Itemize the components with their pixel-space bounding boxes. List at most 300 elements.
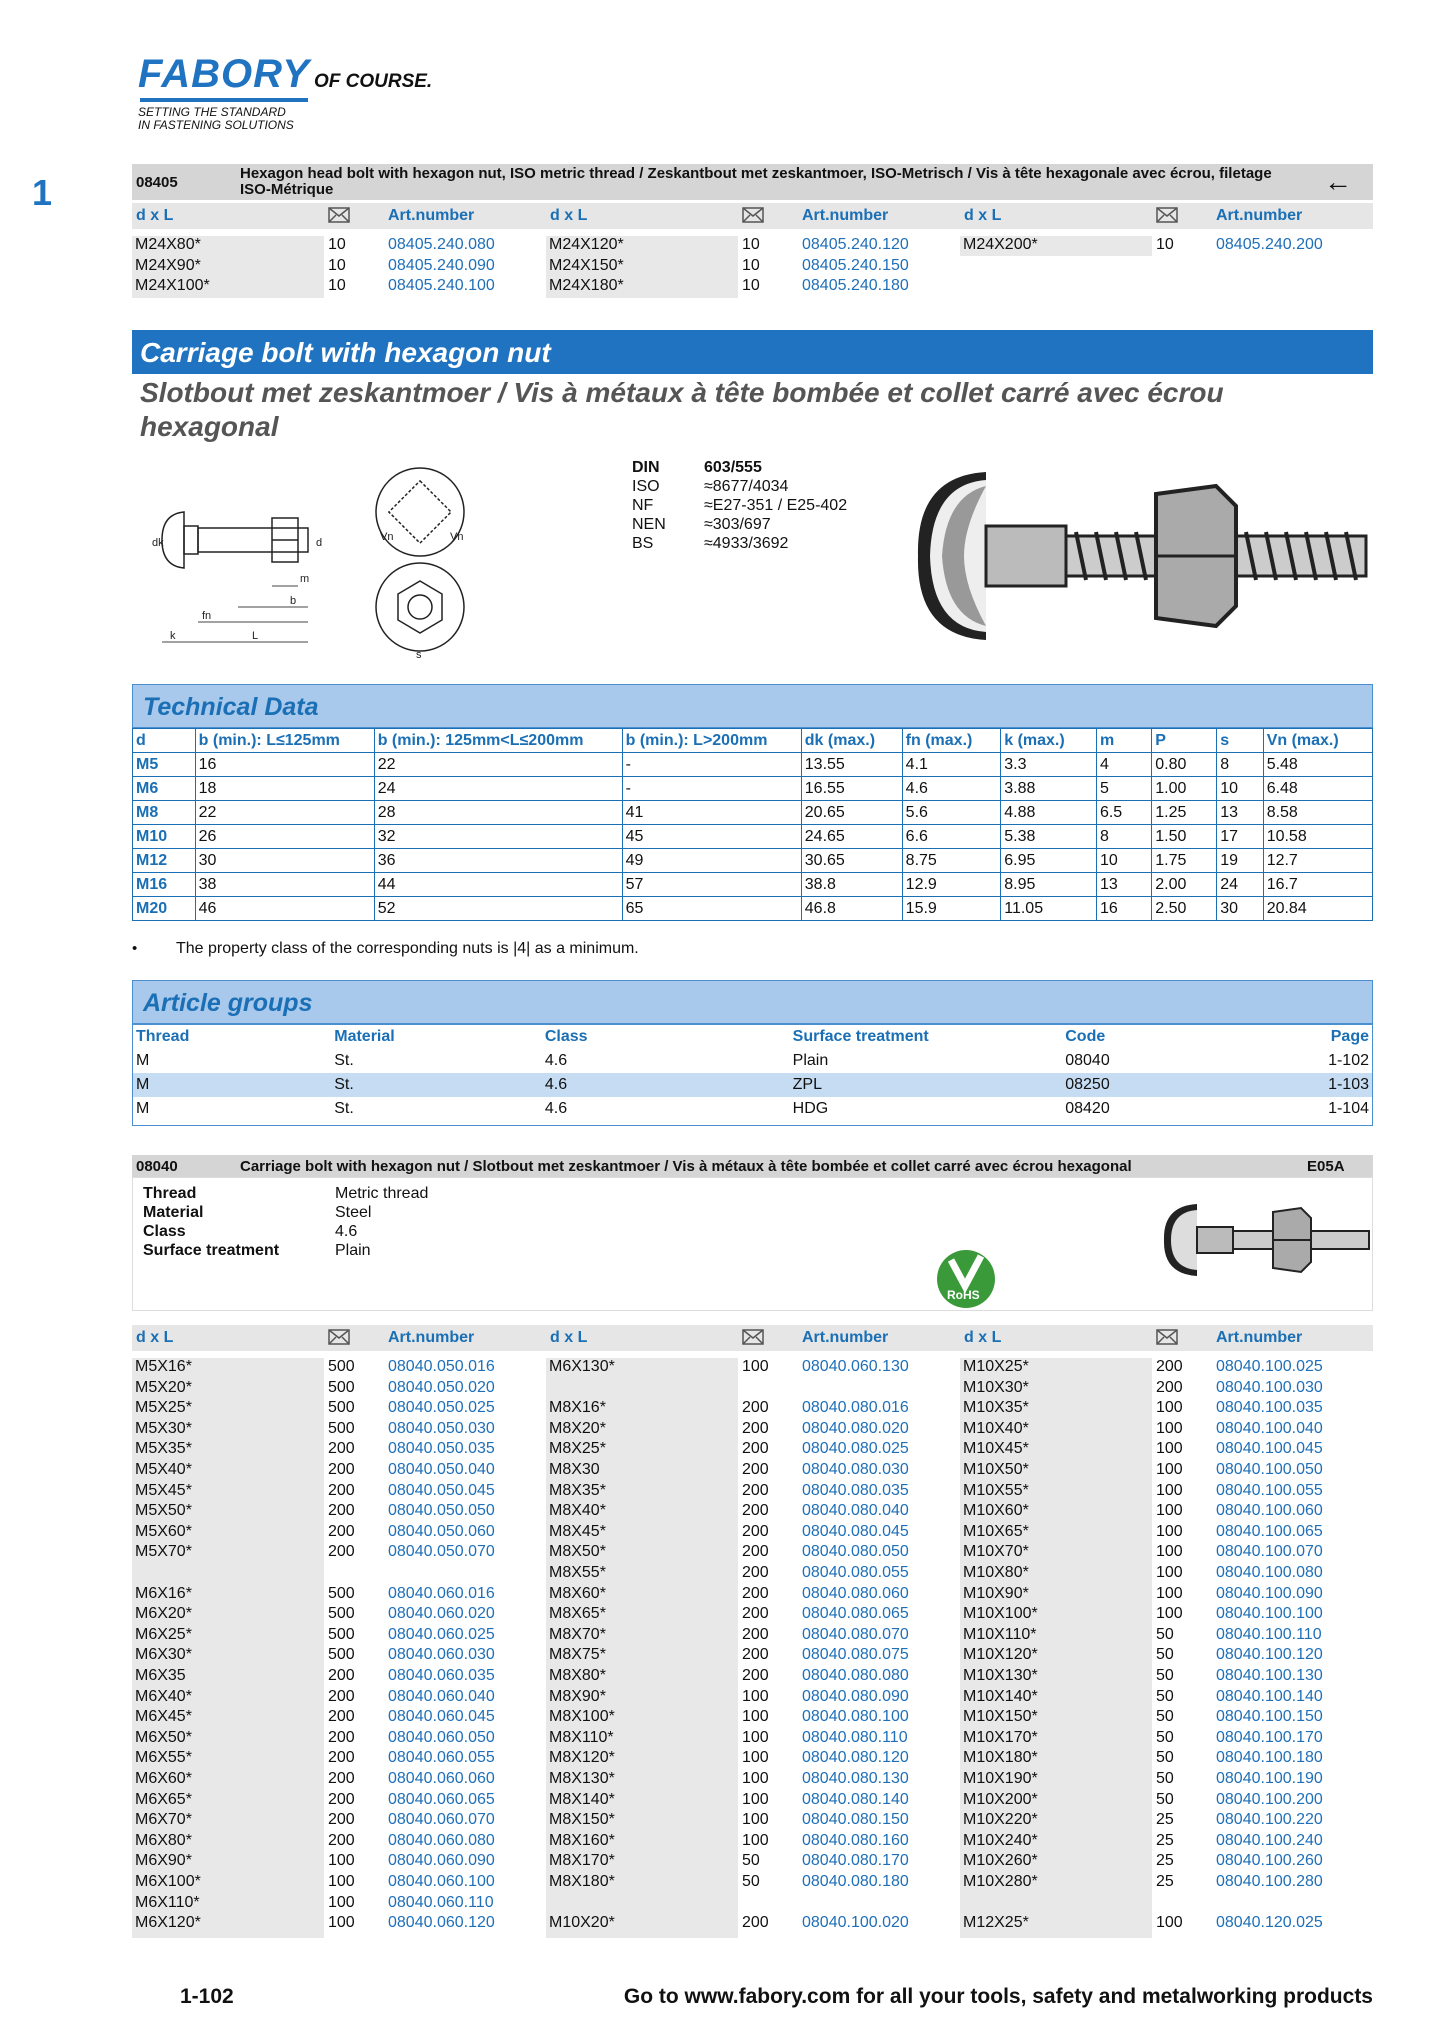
article-qty: 25 [1156, 1852, 1174, 1870]
tdata-cell: 1.75 [1152, 849, 1217, 873]
article-number-link[interactable]: 08040.100.090 [1216, 1584, 1323, 1602]
section-code: 08405 [136, 174, 178, 191]
product-title-bar [132, 330, 1373, 374]
article-dl: M8X170* [549, 1852, 615, 1870]
article-qty: 100 [742, 1749, 769, 1767]
article-number-link[interactable]: 08040.060.040 [388, 1687, 495, 1705]
label-s: s [416, 649, 422, 661]
col-label-dxl: d x L [964, 1329, 1002, 1346]
article-number-link[interactable]: 08040.080.140 [802, 1790, 909, 1808]
article-number-link[interactable]: 08040.080.035 [802, 1481, 909, 1499]
article-qty: 500 [328, 1378, 355, 1396]
article-dl: M6X90* [135, 1852, 192, 1870]
tdata-cell: 13.55 [801, 753, 902, 777]
article-qty: 200 [742, 1522, 769, 1540]
article-number-link[interactable]: 08040.060.110 [388, 1893, 494, 1911]
article-qty: 50 [1156, 1625, 1174, 1643]
ag-cell: 4.6 [544, 1100, 568, 1117]
tdata-row [133, 873, 1373, 897]
article-qty: 200 [742, 1399, 769, 1417]
property-value: Metric thread [335, 1185, 429, 1202]
col-label-art: Art.number [802, 1329, 889, 1346]
article-dl: M10X20* [549, 1914, 615, 1932]
article-number-link[interactable]: 08040.080.020 [802, 1419, 909, 1437]
article-number-link[interactable]: 08040.060.050 [388, 1728, 495, 1746]
article-qty: 100 [1156, 1564, 1183, 1581]
article-number-link[interactable]: 08040.100.045 [1216, 1440, 1323, 1458]
article-number-link[interactable]: 08040.060.045 [388, 1708, 495, 1726]
article-qty: 200 [742, 1625, 769, 1643]
article-number-link[interactable]: 08040.100.100 [1216, 1605, 1323, 1623]
article-dl: M8X150* [549, 1811, 615, 1829]
tdata-header-cell: k (max.) [1001, 729, 1097, 753]
tdata-cell: 46.8 [801, 897, 902, 921]
article-qty: 100 [742, 1790, 769, 1808]
article-qty: 50 [1156, 1728, 1174, 1746]
article-number-link[interactable]: 08040.060.120 [388, 1914, 495, 1932]
tdata-cell: 6.6 [902, 825, 1001, 849]
article-dl: M24X90* [135, 256, 201, 274]
article-number-link[interactable]: 08040.120.025 [1216, 1914, 1323, 1932]
article-number-link[interactable]: 08040.050.030 [388, 1419, 495, 1437]
article-dl: M8X16* [549, 1399, 606, 1417]
tdata-cell: 15.9 [902, 897, 1001, 921]
article-number-link[interactable]: 08040.100.110 [1216, 1625, 1322, 1643]
tdata-cell: 3.88 [1001, 777, 1097, 801]
article-qty: 200 [742, 1584, 769, 1602]
article-dl: M8X120* [549, 1749, 615, 1767]
article-dl: M24X80* [135, 236, 201, 253]
article-qty: 200 [328, 1667, 355, 1684]
technical-note: The property class of the corresponding nuts is |4| as a minimum. [176, 940, 639, 957]
brand-logo [138, 52, 433, 132]
ag-cell: St. [334, 1076, 354, 1093]
tdata-cell: 12.9 [902, 873, 1001, 897]
ag-header-cell: Material [334, 1028, 395, 1045]
article-qty: 200 [742, 1564, 769, 1581]
tdata-cell: 4.88 [1001, 801, 1097, 825]
article-qty: 500 [328, 1399, 355, 1417]
article-qty: 200 [1156, 1378, 1183, 1396]
article-number-link[interactable]: 08040.080.055 [802, 1564, 909, 1581]
carriage-bolt-image [916, 466, 1376, 651]
rohs-label: RoHS [947, 1288, 980, 1302]
article-dl: M10X150* [963, 1708, 1038, 1726]
article-number-link[interactable]: 08040.080.016 [802, 1399, 909, 1417]
article-dl: M5X30* [135, 1419, 192, 1437]
article-dl: M8X25* [549, 1440, 606, 1458]
article-dl: M6X20* [135, 1605, 192, 1623]
article-number-link[interactable]: 08040.100.170 [1216, 1728, 1323, 1746]
article-qty: 500 [328, 1625, 355, 1643]
article-qty: 100 [328, 1914, 355, 1932]
label-vn: Vn [380, 531, 394, 543]
section-08405-header [132, 164, 1373, 200]
article-dl: M8X100* [549, 1708, 615, 1726]
tdata-header-cell: d [133, 729, 196, 753]
tdata-cell: M20 [133, 897, 196, 921]
tdata-cell: 8.95 [1001, 873, 1097, 897]
article-qty: 200 [328, 1811, 355, 1829]
article-qty: 10 [328, 236, 346, 253]
standard-name: NF [632, 497, 654, 514]
tdata-cell: 44 [374, 873, 622, 897]
article-qty: 100 [1156, 1440, 1183, 1458]
label-fn: fn [202, 610, 212, 622]
article-number-link[interactable]: 08040.100.030 [1216, 1378, 1323, 1396]
article-number-link[interactable]: 08040.100.190 [1216, 1770, 1323, 1787]
article-dl: M10X50* [963, 1461, 1029, 1478]
article-qty: 100 [742, 1358, 769, 1375]
ag-cell: ZPL [792, 1076, 822, 1093]
article-number-link[interactable]: 08040.100.070 [1216, 1543, 1323, 1561]
article-number-link[interactable]: 08040.080.080 [802, 1667, 909, 1684]
article-number-link[interactable]: 08040.060.035 [388, 1667, 495, 1684]
article-qty: 200 [328, 1461, 355, 1478]
article-number-link[interactable]: 08040.050.016 [388, 1358, 495, 1375]
article-dl: M6X70* [135, 1811, 192, 1829]
article-number-link[interactable]: 08040.100.150 [1216, 1708, 1323, 1726]
tdata-cell: 38.8 [801, 873, 902, 897]
tdata-cell: 13 [1096, 873, 1151, 897]
ag-cell: 08250 [1065, 1076, 1110, 1093]
article-dl: M8X160* [549, 1831, 615, 1849]
tdata-cell: 30.65 [801, 849, 902, 873]
article-number-link[interactable]: 08040.100.130 [1216, 1667, 1323, 1684]
article-dl: M6X80* [135, 1831, 192, 1849]
property-value: Steel [335, 1204, 372, 1221]
tdata-cell: 17 [1217, 825, 1263, 849]
sub-section-info [132, 1177, 1373, 1311]
standard-value: ≈8677/4034 [704, 478, 789, 495]
col-label-art: Art.number [388, 1329, 475, 1346]
sub-section-code: 08040 [136, 1158, 178, 1175]
note-bullet: • [132, 940, 138, 957]
article-qty: 200 [328, 1687, 355, 1705]
article-dl: M10X65* [963, 1522, 1029, 1540]
article-qty: 100 [1156, 1914, 1183, 1932]
article-dl: M8X35* [549, 1481, 606, 1499]
envelope-icon [742, 1328, 764, 1351]
article-groups-table [133, 1025, 1372, 1121]
article-number-link[interactable]: 08040.060.025 [388, 1625, 495, 1643]
article-dl: M24X150* [549, 256, 624, 274]
article-qty: 200 [328, 1440, 355, 1458]
article-number-link[interactable]: 08040.050.060 [388, 1522, 495, 1540]
article-qty: 200 [742, 1481, 769, 1499]
article-dl: M24X120* [549, 236, 624, 253]
tdata-cell: 65 [622, 897, 801, 921]
tdata-cell: 1.50 [1152, 825, 1217, 849]
article-number-link[interactable]: 08040.080.065 [802, 1605, 909, 1623]
article-number-link[interactable]: 08040.080.050 [802, 1543, 909, 1561]
ag-cell: M [136, 1052, 150, 1069]
article-number-link[interactable]: 08040.100.080 [1216, 1564, 1323, 1581]
article-qty: 50 [1156, 1770, 1174, 1787]
technical-drawing [140, 462, 470, 667]
article-number-link[interactable]: 08040.100.060 [1216, 1502, 1323, 1520]
article-number-link[interactable]: 08040.050.020 [388, 1378, 495, 1396]
article-dl: M10X55* [963, 1481, 1029, 1499]
article-qty: 10 [328, 277, 346, 295]
article-number-link[interactable]: 08040.080.045 [802, 1522, 909, 1540]
tdata-cell: 8 [1096, 825, 1151, 849]
label-m: m [300, 573, 310, 585]
tdata-cell: 19 [1217, 849, 1263, 873]
article-dl: M6X35 [135, 1667, 186, 1684]
article-number-link[interactable]: 08405.240.200 [1216, 236, 1323, 253]
article-number-link[interactable]: 08040.080.070 [802, 1625, 909, 1643]
tdata-cell: 22 [195, 801, 374, 825]
article-number-link[interactable]: 08040.080.075 [802, 1646, 909, 1664]
article-number-link[interactable]: 08405.240.150 [802, 256, 909, 274]
ag-header-cell: Code [1065, 1028, 1106, 1045]
article-number-link[interactable]: 08040.060.060 [388, 1770, 495, 1787]
article-number-link[interactable]: 08405.240.100 [388, 277, 495, 295]
tdata-cell: 5 [1096, 777, 1151, 801]
article-dl: M8X60* [549, 1584, 606, 1602]
article-dl: M6X16* [135, 1584, 192, 1602]
article-qty: 50 [1156, 1667, 1174, 1684]
article-number-link[interactable]: 08040.100.050 [1216, 1461, 1323, 1478]
col-label-dxl: d x L [136, 1329, 174, 1346]
property-value: 4.6 [335, 1223, 358, 1240]
article-number-link[interactable]: 08040.100.020 [802, 1914, 909, 1932]
article-dl: M8X65* [549, 1605, 606, 1623]
article-qty: 10 [742, 256, 760, 274]
tdata-cell: 5.38 [1001, 825, 1097, 849]
tdata-cell: 36 [374, 849, 622, 873]
article-qty: 10 [1156, 236, 1174, 253]
article-number-link[interactable]: 08040.100.025 [1216, 1358, 1323, 1375]
tdata-row [133, 897, 1373, 921]
article-qty: 200 [328, 1708, 355, 1726]
article-number-link[interactable]: 08040.060.090 [388, 1852, 495, 1870]
article-number-link[interactable]: 08040.060.020 [388, 1605, 495, 1623]
article-dl: M10X35* [963, 1399, 1029, 1417]
article-number-link[interactable]: 08040.050.050 [388, 1502, 495, 1520]
ag-cell: 4.6 [544, 1052, 568, 1069]
ag-cell: 08040 [1065, 1052, 1110, 1069]
tdata-header-cell: b (min.): L>200mm [622, 729, 801, 753]
article-dl: M8X80* [549, 1667, 606, 1684]
article-number-link[interactable]: 08040.080.090 [802, 1687, 909, 1705]
brand-tagline [138, 106, 294, 132]
tdata-cell: 1.00 [1152, 777, 1217, 801]
article-dl: M5X50* [135, 1502, 192, 1520]
tdata-cell: M8 [133, 801, 196, 825]
article-number-link[interactable]: 08040.050.040 [388, 1461, 495, 1478]
article-dl: M24X200* [963, 236, 1038, 253]
article-number-link[interactable]: 08040.100.035 [1216, 1399, 1323, 1417]
standard-name: DIN [632, 459, 660, 476]
article-dl: M6X110* [135, 1893, 200, 1911]
article-number-link[interactable]: 08040.080.130 [802, 1770, 909, 1787]
sub-section-ref: E05A [1307, 1158, 1345, 1175]
tdata-cell: 0.80 [1152, 753, 1217, 777]
ag-cell: 08420 [1065, 1100, 1110, 1117]
article-number-link[interactable]: 08040.060.070 [388, 1811, 495, 1829]
article-dl: M10X60* [963, 1502, 1029, 1520]
ag-cell: 4.6 [544, 1076, 568, 1093]
article-dl: M8X40* [549, 1502, 606, 1520]
article-number-link[interactable]: 08405.240.180 [802, 277, 909, 295]
tdata-cell: 24 [374, 777, 622, 801]
ag-row[interactable] [133, 1049, 1372, 1073]
article-dl: M6X30* [135, 1646, 192, 1664]
page-number: 1-102 [180, 1985, 234, 2008]
article-dl: M5X60* [135, 1522, 192, 1540]
article-number-link[interactable]: 08040.050.045 [388, 1481, 495, 1499]
ag-cell: M [136, 1100, 150, 1117]
article-dl: M10X280* [963, 1873, 1038, 1890]
tdata-cell: 30 [1217, 897, 1263, 921]
article-number-link[interactable]: 08040.060.100 [388, 1873, 495, 1890]
article-number-link[interactable]: 08040.100.120 [1216, 1646, 1323, 1664]
ag-header-cell: Thread [136, 1028, 190, 1045]
article-dl: M6X65* [135, 1790, 192, 1808]
tdata-cell: 2.00 [1152, 873, 1217, 897]
article-qty: 100 [328, 1873, 355, 1890]
article-number-link[interactable]: 08405.240.080 [388, 236, 495, 253]
tdata-cell: 6.95 [1001, 849, 1097, 873]
article-number-link[interactable]: 08040.100.260 [1216, 1852, 1323, 1870]
article-qty: 100 [742, 1687, 769, 1705]
article-dl: M8X75* [549, 1646, 606, 1664]
article-number-link[interactable]: 08040.100.065 [1216, 1522, 1323, 1540]
tdata-cell: - [622, 753, 801, 777]
article-number-link[interactable]: 08040.060.130 [802, 1358, 909, 1375]
article-qty: 200 [328, 1728, 355, 1746]
ag-cell: St. [334, 1100, 354, 1117]
ag-row[interactable] [133, 1073, 1372, 1097]
article-number-link[interactable]: 08040.050.025 [388, 1399, 495, 1417]
article-qty: 100 [1156, 1543, 1183, 1561]
tdata-cell: 38 [195, 873, 374, 897]
tdata-cell: 32 [374, 825, 622, 849]
article-qty: 200 [328, 1831, 355, 1849]
article-qty: 200 [328, 1543, 355, 1561]
article-number-link[interactable]: 08040.080.025 [802, 1440, 909, 1458]
technical-data-table [132, 728, 1373, 921]
article-qty: 50 [742, 1873, 760, 1890]
article-qty: 100 [1156, 1502, 1183, 1520]
tdata-cell: 45 [622, 825, 801, 849]
rohs-badge [935, 1248, 997, 1315]
tdata-cell: 4.1 [902, 753, 1001, 777]
article-number-link[interactable]: 08040.050.035 [388, 1440, 495, 1458]
article-number-link[interactable]: 08040.100.055 [1216, 1481, 1323, 1499]
article-number-link[interactable]: 08040.080.100 [802, 1708, 909, 1726]
tdata-cell: 24 [1217, 873, 1263, 897]
technical-data-header: Technical Data [132, 684, 1373, 728]
article-number-link[interactable]: 08040.060.065 [388, 1790, 495, 1808]
tdata-cell: 41 [622, 801, 801, 825]
label-vn: Vn [450, 531, 464, 543]
tdata-cell: 16.55 [801, 777, 902, 801]
article-number-link[interactable]: 08040.080.040 [802, 1502, 909, 1520]
article-qty: 500 [328, 1646, 355, 1664]
tdata-cell: 16.7 [1263, 873, 1372, 897]
article-groups-header: Article groups [132, 980, 1373, 1024]
article-number-link[interactable]: 08040.080.030 [802, 1461, 909, 1478]
article-dl: M6X25* [135, 1625, 192, 1643]
article-number-link[interactable]: 08040.060.016 [388, 1584, 495, 1602]
article-number-link[interactable]: 08040.100.040 [1216, 1419, 1323, 1437]
article-number-link[interactable]: 08040.080.160 [802, 1831, 909, 1849]
tdata-cell: 4 [1096, 753, 1151, 777]
article-number-link[interactable]: 08040.080.180 [802, 1873, 909, 1890]
article-groups-box [132, 1024, 1373, 1126]
article-number-link[interactable]: 08040.080.110 [802, 1728, 908, 1746]
tdata-header-cell: m [1096, 729, 1151, 753]
label-dk: dk [152, 537, 164, 549]
col-label-art: Art.number [388, 207, 475, 224]
article-qty: 200 [742, 1914, 769, 1932]
article-qty: 100 [1156, 1605, 1183, 1623]
tdata-cell: 24.65 [801, 825, 902, 849]
article-dl: M10X140* [963, 1687, 1038, 1705]
tdata-row [133, 801, 1373, 825]
article-qty: 50 [1156, 1646, 1174, 1664]
article-number-link[interactable]: 08040.100.180 [1216, 1749, 1323, 1767]
article-number-link[interactable]: 08040.080.120 [802, 1749, 909, 1767]
article-dl: M5X16* [135, 1358, 192, 1375]
article-number-link[interactable]: 08040.080.150 [802, 1811, 909, 1829]
article-number-link[interactable]: 08040.100.280 [1216, 1873, 1323, 1890]
article-dl: M10X30* [963, 1378, 1029, 1396]
article-dl: M5X45* [135, 1481, 192, 1499]
article-number-link[interactable]: 08405.240.090 [388, 256, 495, 274]
top-list-header [132, 203, 1373, 229]
article-qty: 100 [1156, 1522, 1183, 1540]
article-qty: 100 [742, 1831, 769, 1849]
article-dl: M8X130* [549, 1770, 615, 1787]
chapter-number: 1 [32, 172, 53, 213]
article-number-link[interactable]: 08040.060.080 [388, 1831, 495, 1849]
ag-cell: St. [334, 1052, 354, 1069]
article-number-link[interactable]: 08040.080.170 [802, 1852, 909, 1870]
ag-header-row [133, 1025, 1372, 1049]
article-number-link[interactable]: 08040.080.060 [802, 1584, 909, 1602]
article-dl: M24X180* [549, 277, 624, 295]
article-number-link[interactable]: 08405.240.120 [802, 236, 909, 253]
ag-row[interactable] [133, 1097, 1372, 1121]
article-number-link[interactable]: 08040.100.200 [1216, 1790, 1323, 1808]
article-number-link[interactable]: 08040.050.070 [388, 1543, 495, 1561]
col-label-art: Art.number [1216, 1329, 1303, 1346]
tdata-cell: M16 [133, 873, 196, 897]
article-dl: M10X200* [963, 1790, 1038, 1808]
article-dl: M6X55* [135, 1749, 192, 1767]
article-dl: M6X45* [135, 1708, 192, 1726]
col-label-dxl: d x L [550, 1329, 588, 1346]
article-qty: 50 [1156, 1687, 1174, 1705]
article-qty: 200 [328, 1502, 355, 1520]
article-qty: 100 [742, 1811, 769, 1829]
article-number-link[interactable]: 08040.100.220 [1216, 1811, 1323, 1829]
article-number-link[interactable]: 08040.060.055 [388, 1749, 495, 1767]
article-number-link[interactable]: 08040.100.140 [1216, 1687, 1323, 1705]
standard-value: ≈303/697 [704, 516, 771, 533]
article-dl: M10X100* [963, 1605, 1038, 1623]
article-number-link[interactable]: 08040.100.240 [1216, 1831, 1323, 1849]
tdata-cell: 5.48 [1263, 753, 1372, 777]
article-number-link[interactable]: 08040.060.030 [388, 1646, 495, 1664]
tdata-cell: 49 [622, 849, 801, 873]
article-dl: M8X20* [549, 1419, 606, 1437]
tdata-cell: 20.65 [801, 801, 902, 825]
